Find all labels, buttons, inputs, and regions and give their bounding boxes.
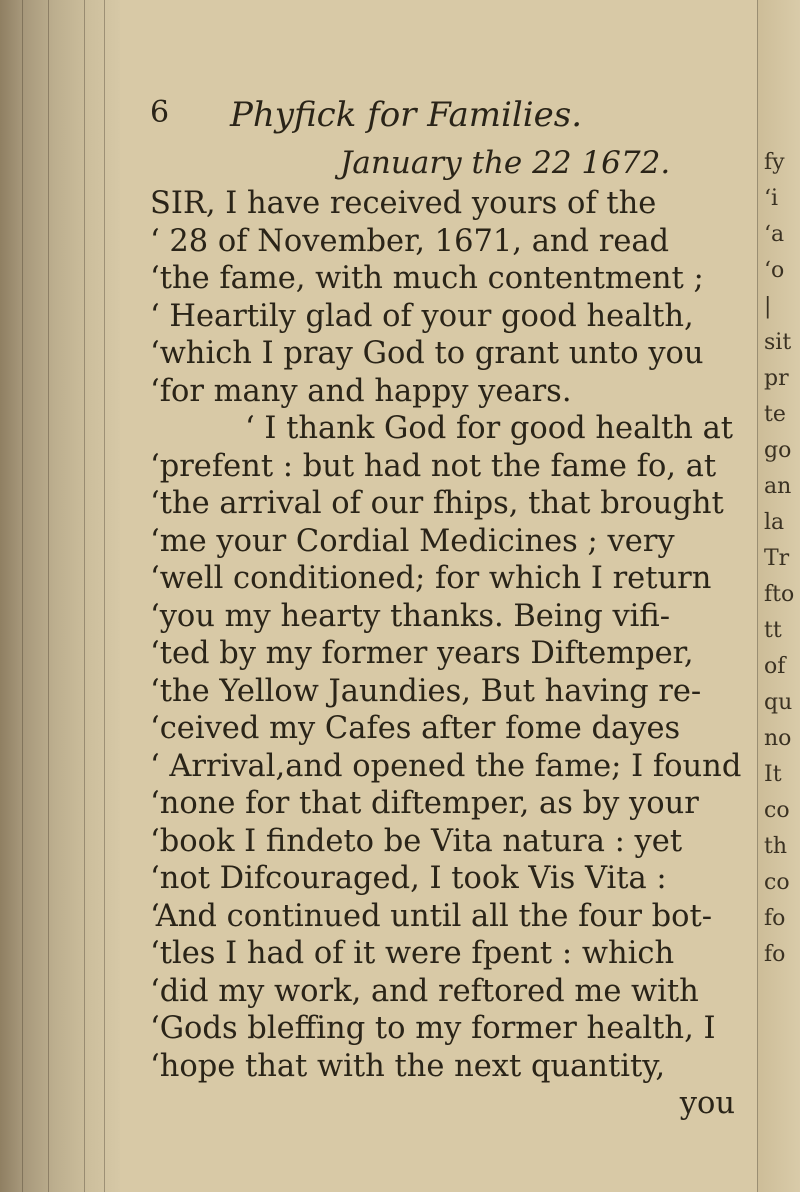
text-line: ‘tles I had of it were fpent : which bbox=[150, 936, 675, 971]
text-line: ‘which I pray God to grant unto you bbox=[150, 336, 704, 371]
facing-page-fragment: ‘i bbox=[764, 186, 779, 211]
gutter-shadow-line bbox=[84, 0, 85, 1192]
text-line: ‘ I thank God for good health at bbox=[245, 411, 734, 446]
text-line: ‘you my hearty thanks. Being vifi- bbox=[150, 598, 671, 634]
book-page bbox=[150, 95, 755, 1123]
facing-page-fragment: qu bbox=[764, 690, 793, 715]
text-line: ‘for many and happy years. bbox=[150, 373, 572, 409]
text-line: ‘did my work, and reftored me with bbox=[150, 973, 699, 1009]
facing-page-fragment: pr bbox=[764, 366, 789, 391]
text-line: ‘ceived my Cafes after fome dayes bbox=[150, 711, 681, 746]
binding-gutter bbox=[0, 0, 120, 1192]
facing-page-fragment: fo bbox=[764, 942, 786, 967]
running-title: Phyfick for Families. bbox=[230, 95, 583, 135]
facing-page-fragment: | bbox=[764, 294, 772, 319]
catchword: you bbox=[679, 1086, 735, 1121]
facing-page-fragment: go bbox=[764, 438, 792, 463]
text-line: ‘book I findeto be Vita natura : yet bbox=[150, 823, 683, 859]
text-line: ‘the Yellow Jaundies, But having re- bbox=[150, 673, 702, 709]
text-line: ‘ted by my former years Diftemper, bbox=[150, 636, 694, 671]
letter-body bbox=[150, 185, 755, 1123]
facing-page-edge bbox=[757, 0, 800, 1192]
facing-page-fragment: ‘o bbox=[764, 258, 785, 283]
facing-page-fragment: sit bbox=[764, 330, 792, 355]
text-line: SIR, I have received yours of the bbox=[150, 186, 657, 221]
facing-page-fragment: fy bbox=[764, 150, 785, 175]
page-number: 6 bbox=[150, 95, 170, 130]
facing-page-fragment: It bbox=[764, 762, 782, 787]
facing-page-fragment: ‘a bbox=[764, 222, 785, 247]
facing-page-fragment: of bbox=[764, 654, 786, 679]
text-line: ‘hope that with the next quantity, bbox=[150, 1048, 666, 1084]
text-line: ‘none for that diftemper, as by your bbox=[150, 786, 699, 821]
text-line: ‘me your Cordial Medicines ; very bbox=[150, 523, 675, 559]
text-line: ‘well conditioned; for which I return bbox=[150, 561, 712, 596]
text-line: ‘ Arrival,and opened the fame; I found bbox=[150, 748, 742, 784]
text-line: ‘ Heartily glad of your good health, bbox=[150, 298, 694, 334]
facing-page-fragment: Tr bbox=[764, 546, 790, 571]
facing-page-fragment: tt bbox=[764, 618, 782, 643]
text-line: ‘prefent : but had not the fame fo, at bbox=[150, 448, 717, 484]
facing-page-fragment: co bbox=[764, 798, 790, 823]
facing-page-fragment: co bbox=[764, 870, 790, 895]
gutter-shadow-line bbox=[22, 0, 23, 1192]
text-line: ‘the fame, with much contentment ; bbox=[150, 261, 704, 296]
gutter-shadow-line bbox=[48, 0, 49, 1192]
text-line: ‘And continued until all the four bot- bbox=[150, 898, 713, 934]
facing-page-fragment: fto bbox=[764, 582, 795, 607]
text-line: ‘ 28 of November, 1671, and read bbox=[150, 223, 670, 259]
running-head bbox=[150, 95, 755, 145]
gutter-shadow-line bbox=[104, 0, 105, 1192]
facing-page-fragment: te bbox=[764, 402, 786, 427]
text-line: ‘Gods bleffing to my former health, I bbox=[150, 1011, 716, 1046]
facing-page-fragment: an bbox=[764, 474, 792, 499]
facing-page-fragment: fo bbox=[764, 906, 786, 931]
facing-page-fragment: no bbox=[764, 726, 792, 751]
facing-page-fragment: th bbox=[764, 834, 788, 859]
text-line: ‘not Difcouraged, I took Vis Vita : bbox=[150, 861, 667, 896]
letter-dateline: January the 22 1672. bbox=[340, 145, 671, 181]
facing-page-fragment: la bbox=[764, 510, 785, 535]
text-line: ‘the arrival of our fhips, that brought bbox=[150, 486, 724, 521]
